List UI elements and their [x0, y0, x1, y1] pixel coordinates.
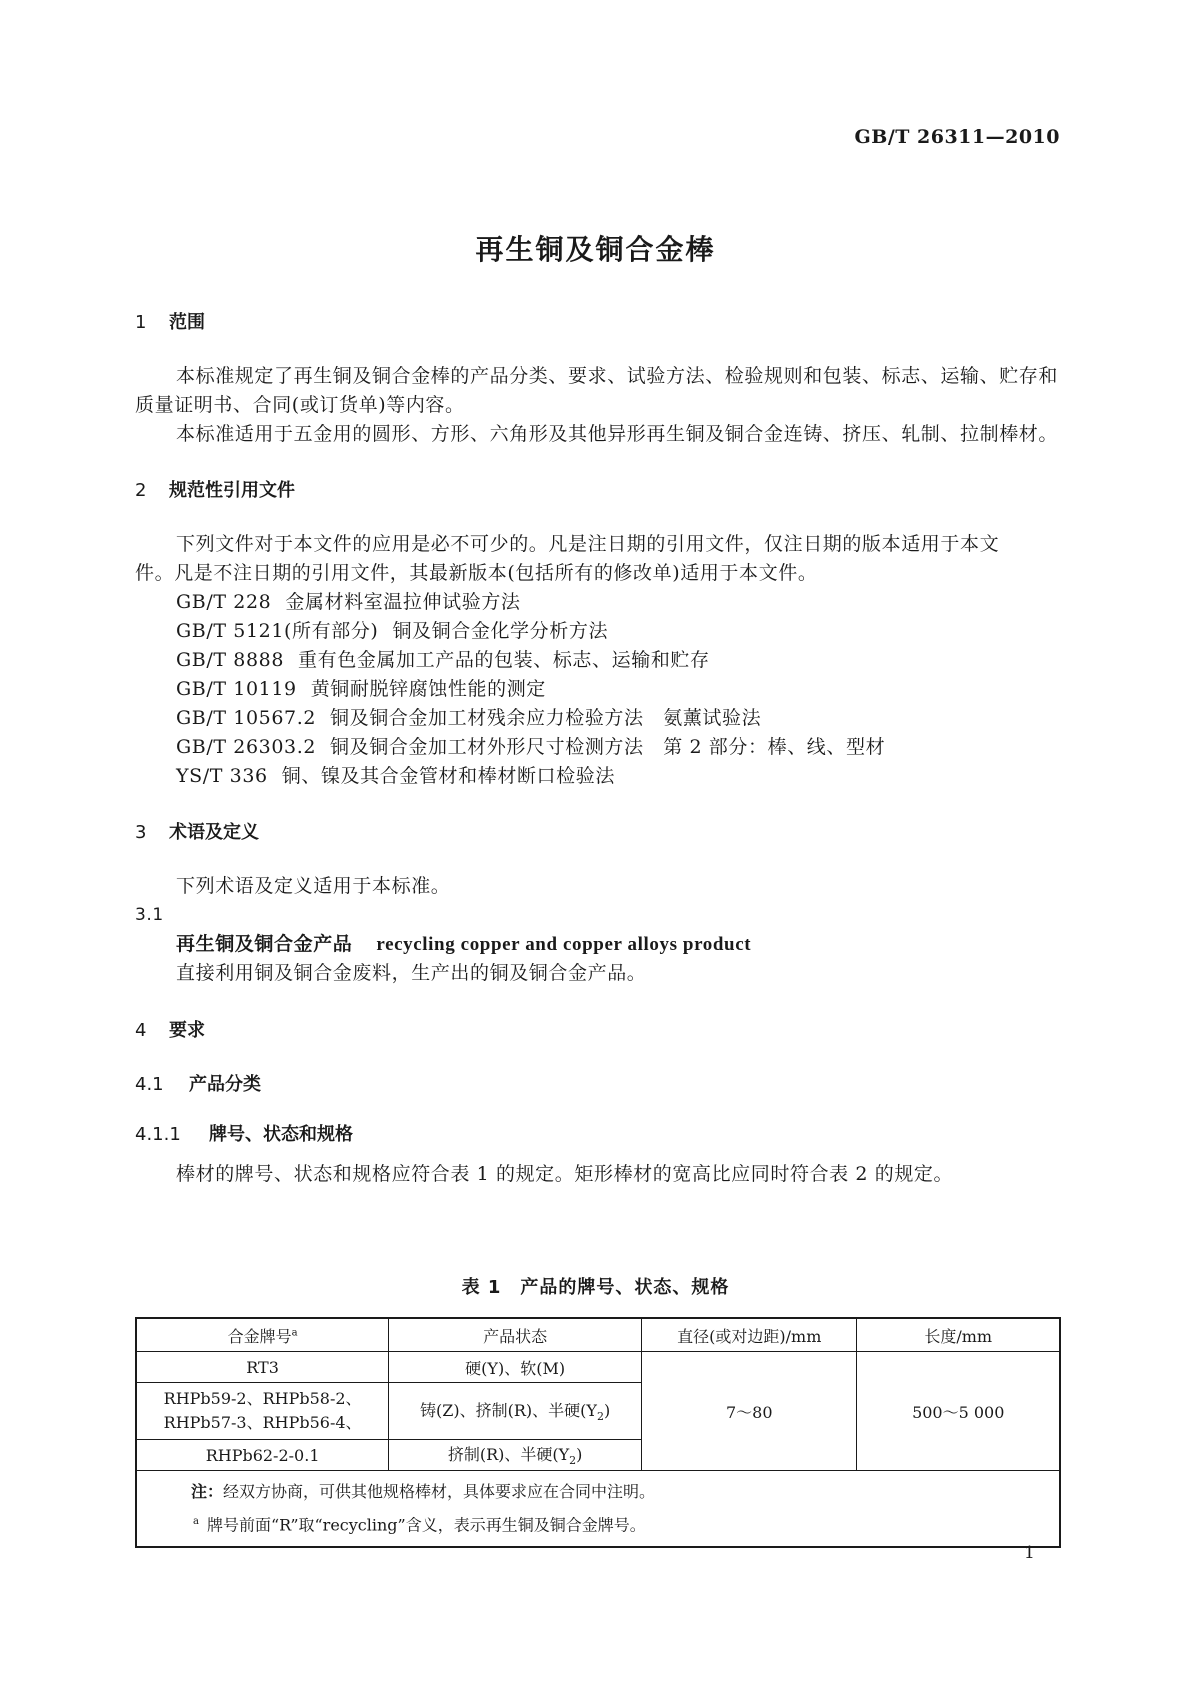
section-number: 4.1 [135, 1074, 164, 1095]
section-number: 4.1.1 [135, 1124, 181, 1145]
reference-code: GB/T 8888 [176, 649, 285, 671]
reference-title: 铜及铜合金加工材外形尺寸检测方法 第 2 部分：棒、线、型材 [330, 736, 886, 758]
section-number: 2 [135, 480, 147, 501]
cell-alloy [136, 1383, 389, 1440]
reference-item [176, 762, 615, 791]
term-definition: 直接利用铜及铜合金废料，生产出的铜及铜合金产品。 [176, 962, 647, 984]
section-1-paragraph-1-line-1: 本标准规定了再生铜及铜合金棒的产品分类、要求、试验方法、检验规则和包装、标志、运输、贮存和 [176, 365, 1059, 387]
note-text: 经双方协商，可供其他规格棒材，具体要求应在合同中注明。 [223, 1482, 656, 1501]
reference-code: GB/T 10567.2 [176, 707, 317, 729]
section-3-paragraph: 下列术语及定义适用于本标准。 [176, 875, 451, 897]
table-caption: 表 1 产品的牌号、状态、规格 [461, 1277, 730, 1298]
subscript: 2 [596, 1410, 604, 1424]
subscript: 2 [569, 1454, 577, 1468]
section-title: 规范性引用文件 [169, 480, 295, 501]
cell-state: 硬(Y)、软(M) [389, 1352, 642, 1383]
cell-alloy: RHPb62-2-0.1 [136, 1440, 389, 1471]
section-number: 4 [135, 1020, 147, 1041]
reference-title: 黄铜耐脱锌腐蚀性能的测定 [310, 678, 546, 700]
section-title: 产品分类 [189, 1074, 261, 1095]
section-2-paragraph-line-2: 件。凡是不注日期的引用文件，其最新版本(包括所有的修改单)适用于本文件。 [135, 562, 818, 584]
section-title: 术语及定义 [169, 822, 259, 843]
reference-title: 铜、镍及其合金管材和棒材断口检验法 [281, 765, 615, 787]
reference-code: GB/T 26303.2 [176, 736, 317, 758]
footnote-mark: a [193, 1516, 199, 1527]
header-state: 产品状态 [389, 1318, 642, 1352]
reference-item [176, 646, 710, 675]
reference-title: 金属材料室温拉伸试验方法 [285, 591, 521, 613]
table-header-row [136, 1318, 1060, 1352]
alloy-line: RHPb57-3、RHPb56-4、 [163, 1413, 362, 1432]
reference-code: GB/T 5121(所有部分) [176, 620, 379, 642]
reference-item [176, 733, 885, 762]
section-title: 要求 [169, 1020, 205, 1041]
reference-item [176, 675, 546, 704]
section-4-1-1-paragraph: 棒材的牌号、状态和规格应符合表 1 的规定。矩形棒材的宽高比应同时符合表 2 的规定。 [176, 1163, 954, 1185]
section-2-heading [135, 476, 295, 502]
reference-item [176, 617, 608, 646]
section-2-paragraph-line-1: 下列文件对于本文件的应用是必不可少的。凡是注日期的引用文件，仅注日期的版本适用于本文 [176, 533, 1000, 555]
table-note [191, 1477, 1059, 1507]
section-4-heading [135, 1016, 205, 1042]
term-chinese: 再生铜及铜合金产品 [176, 933, 353, 955]
reference-code: GB/T 10119 [176, 678, 297, 700]
section-4-1-1-heading [135, 1120, 353, 1146]
reference-item [176, 588, 521, 617]
product-spec-table [135, 1317, 1061, 1548]
section-number: 1 [135, 312, 147, 333]
term-number: 3.1 [135, 905, 164, 925]
header-diameter: 直径(或对边距)/mm [642, 1318, 857, 1352]
table-row [136, 1352, 1060, 1383]
section-title: 范围 [169, 312, 205, 333]
cell-state: 挤制(R)、半硬$(Y_2)$ [389, 1440, 642, 1471]
note-label: 注： [191, 1482, 224, 1501]
table-notes [136, 1471, 1060, 1548]
reference-item [176, 704, 761, 733]
reference-title: 铜及铜合金加工材残余应力检验方法 氨薰试验法 [330, 707, 762, 729]
header-alloy: 合金牌号$^a$ [136, 1318, 389, 1352]
cell-alloy: RT3 [136, 1352, 389, 1383]
section-3-heading [135, 818, 259, 844]
section-number: 3 [135, 822, 147, 843]
section-title: 牌号、状态和规格 [209, 1124, 353, 1145]
header-length: 长度/mm [857, 1318, 1060, 1352]
footnote-text: 牌号前面“R”取“recycling”含义，表示再生铜及铜合金牌号。 [206, 1515, 646, 1535]
reference-code: YS/T 336 [176, 765, 268, 787]
table-footnote [191, 1507, 1059, 1540]
term-heading [176, 930, 751, 959]
term-english: recycling copper and copper alloys product [376, 934, 752, 955]
section-1-heading [135, 308, 205, 334]
section-1-paragraph-2: 本标准适用于五金用的圆形、方形、六角形及其他异形再生铜及铜合金连铸、挤压、轧制、拉制棒材。 [176, 423, 1059, 445]
alloy-line: RHPb59-2、RHPb58-2、 [163, 1389, 362, 1408]
reference-title: 铜及铜合金化学分析方法 [392, 620, 609, 642]
reference-title: 重有色金属加工产品的包装、标志、运输和贮存 [298, 649, 710, 671]
page-number: 1 [1024, 1543, 1035, 1563]
cell-state: 铸(Z)、挤制(R)、半硬$(Y_2)$ [389, 1383, 642, 1440]
reference-code: GB/T 228 [176, 591, 272, 613]
footnote-mark: a [291, 1327, 298, 1339]
table-note-row [136, 1471, 1060, 1548]
cell-diameter-range: 7～80 [642, 1352, 857, 1471]
section-4-1-heading [135, 1070, 261, 1096]
section-1-paragraph-1-line-2: 质量证明书、合同(或订货单)等内容。 [135, 394, 465, 416]
document-title: 再生铜及铜合金棒 [475, 233, 716, 266]
standard-number: GB/T 26311—2010 [854, 126, 1060, 148]
cell-length-range: 500～5 000 [857, 1352, 1060, 1471]
